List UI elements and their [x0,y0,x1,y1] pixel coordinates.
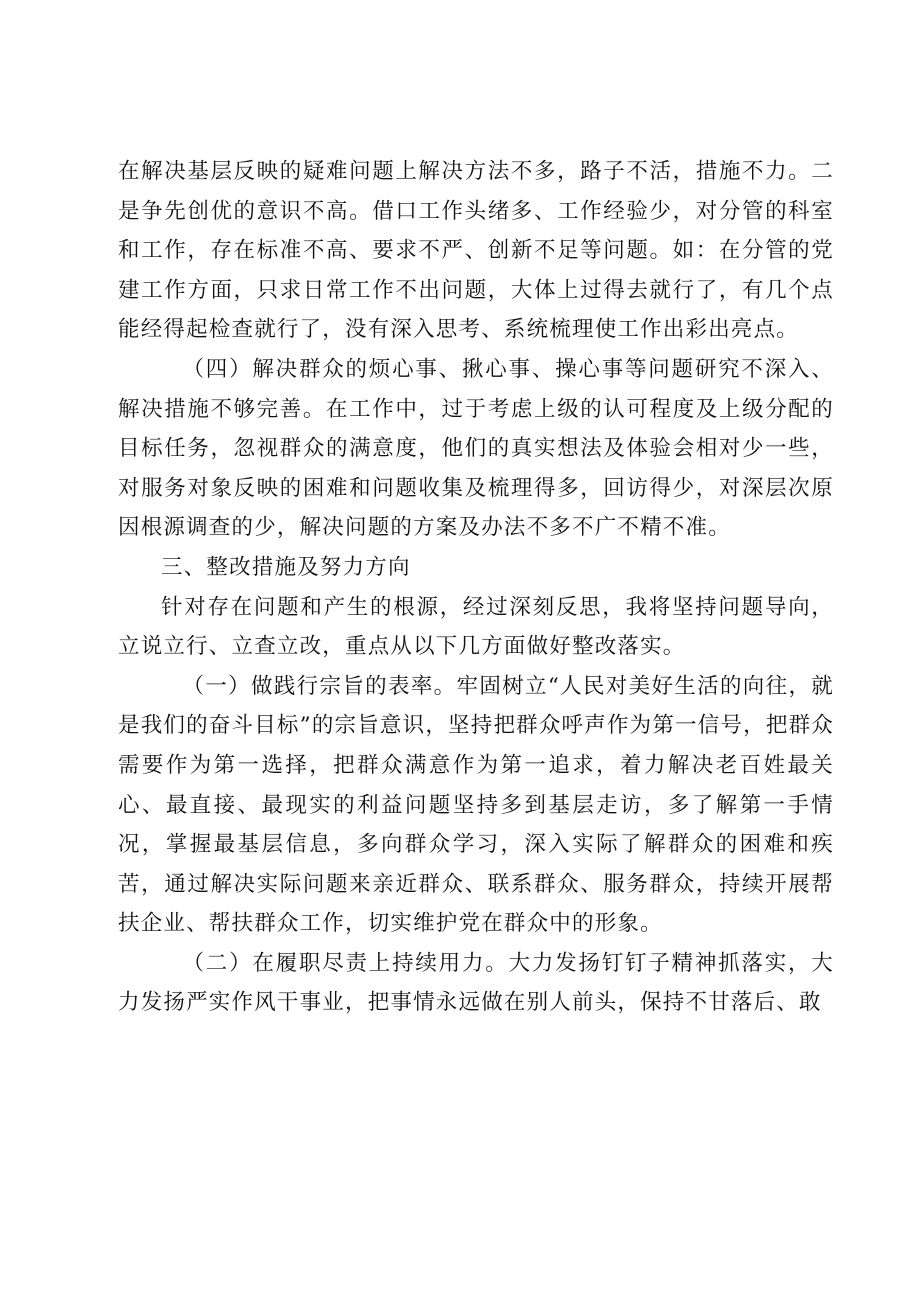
paragraph-continuation: 在解决基层反映的疑难问题上解决方法不多，路子不活，措施不力。二是争先创优的意识不高。借口工作头绪多、工作经验少，对分管的科室和工作，存在标准不高、要求不严、创新不足等问题。如：在分管的党建工作方面，只求日常工作不出问题，大体上过得去就行了，有几个点能经得起检查就行了，没有深入思考、系统梳理使工作出彩出亮点。 [118,159,834,343]
document-body [118,152,834,1023]
paragraph-intro: 针对存在问题和产生的根源，经过深刻反思，我将坚持问题导向，立说立行、立查立改，重点从以下几方面做好整改落实。 [118,594,834,660]
paragraph-section-4: （四）解决群众的烦心事、揪心事、操心事等问题研究不深入、解决措施不够完善。在工作中，过于考虑上级的认可程度及上级分配的目标任务，忽视群众的满意度，他们的真实想法及体验会相对少一些，对服务对象反映的困难和问题收集及梳理得多，回访得少，对深层次原因根源调查的少，解决问题的方案及办法不多不广不精不准。 [118,356,834,541]
paragraph-section-2: （二）在履职尽责上持续用力。大力发扬钉钉子精神抓落实，大力发扬严实作风干事业，把事情永远做在别人前头，保持不甘落后、敢 [118,950,834,1016]
heading-rectification-measures: 三、整改措施及努力方向 [161,554,411,580]
paragraph-section-1: （一）做践行宗旨的表率。牢固树立“人民对美好生活的向往，就是我们的奋斗目标”的宗旨意识，坚持把群众呼声作为第一信号，把群众需要作为第一选择，把群众满意作为第一追求，着力解决老百姓最关心、最直接、最现实的利益问题坚持多到基层走访，多了解第一手情况，掌握最基层信息，多向群众学习，深入实际了解群众的困难和疾苦，通过解决实际问题来亲近群众、联系群众、服务群众，持续开展帮扶企业、帮扶群众工作，切实维护党在群众中的形象。 [118,673,834,937]
